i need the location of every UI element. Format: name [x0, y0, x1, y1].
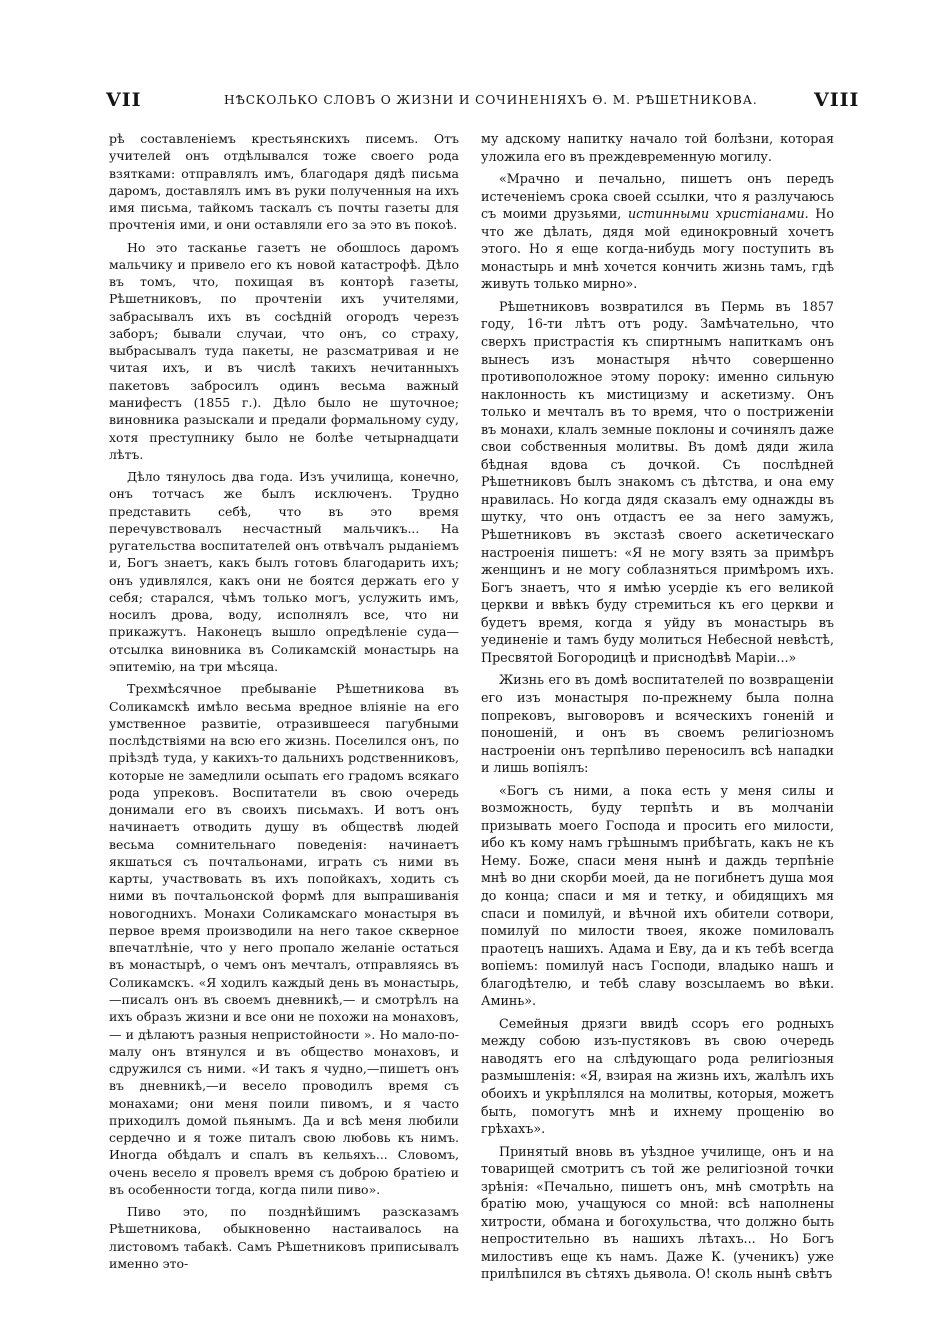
italic-emphasis: истинными христіанами. [627, 206, 809, 222]
running-header-title: НѢСКОЛЬКО СЛОВЪ О ЖИЗНИ И СОЧИНЕНІЯХЪ Ѳ. М. РѢШЕТНИКОВА. [224, 93, 758, 107]
quote-text: «Мрачно и печально, пишетъ онъ передъ истеченіемъ срока своей ссылки, что я разлучаюсь съ моими друзьями, [481, 171, 834, 222]
paragraph: Принятый вновь въ уѣздное училище, онъ и на товарищей смотритъ съ той же религіозной точки зрѣнія: «Печально, пишетъ онъ, мнѣ смотрѣть на братію мою, учащуюся со мной: всѣ наполнены хитрости, обмана и богохульства, что должно быть непростительно въ нашихъ лѣтахъ... Но Богъ милостивъ еще къ намъ. Даже К. (ученикъ) уже прилѣпился въ сѣтяхъ дьявола. О! сколь нынѣ свѣтъ [481, 1143, 834, 1282]
quote-paragraph: «Богъ съ ними, а пока есть у меня силы и возможность, буду терпѣть и въ молчаніи призывать моего Господа и просить его милости, ибо къ кому намъ грѣшнымъ прибѣгать, какъ не къ Нему. Боже, спаси меня нынѣ и даждь терпѣніе мнѣ во дни скорби моей, да не погибнетъ душа моя до конца; спаси и мя и тетку, и обидящихъ мя спаси и помилуй, и вѣчной ихъ обители сотвори, помилуй по милости твоея, якоже помиловалъ праотецъ нашихъ. Адама и Еву, да и къ тебѣ всегда вопіемъ: помилуй насъ Господи, владыко нашъ и благодѣтелю, и тебѣ славу возсылаемъ во вѣки. Аминь». [481, 782, 834, 1009]
left-text-column [109, 130, 459, 1300]
paragraph: Рѣшетниковъ возвратился въ Пермь въ 1857 году, 16-ти лѣтъ отъ роду. Замѣчательно, что сверхъ пристрастія къ спиртнымъ напиткамъ онъ вынесъ изъ монастыря нѣчто совершенно противоположное этому пороку: именно сильную наклонность къ мистицизму и аскетизму. Онъ только и мечталъ въ то время, что о постриженіи въ монахи, клалъ земные поклоны и сочинялъ даже свои собственныя молитвы. Въ домѣ дяди жила бѣдная вдова съ дочкой. Съ послѣдней Рѣшетниковъ былъ знакомъ съ дѣтства, и она ему нравилась. Но когда дядя сказалъ ему однажды въ шутку, что онъ отдастъ ее за него замужъ, Рѣшетниковъ въ экстазѣ своего аскетическаго настроенія пишетъ: «Я не могу взять за примѣръ женщинъ и не могу соблазняться примѣромъ ихъ. Богъ знаетъ, что я имѣю усердіе къ его великой церкви и ввѣкъ буду стремиться къ его церкви и будетъ время, когда я уйду въ монастырь въ уединеніе и тамъ буду молиться Небесной невѣстѣ, Пресвятой Богородицѣ и приснодѣвѣ Маріи...» [481, 298, 834, 665]
paragraph: Пиво это, по позднѣйшимъ разсказамъ Рѣшетникова, обыкновенно настаивалось на листовомъ табакѣ. Самъ Рѣшетниковъ приписывалъ именно это- [109, 1204, 459, 1271]
quote-text: Но что же дѣлать, дядя мой единокровный хочетъ этого. Но я еще когда-нибудь могу поступить въ монастырь и мнѣ хочется кончить жизнь тамъ, гдѣ живуть только мирно». [481, 206, 834, 292]
paragraph: му адскому напитку начало той болѣзни, которая уложила его въ преждевременную могилу. [481, 131, 834, 164]
paragraph: Но это тасканье газетъ не обошлось даромъ мальчику и привело его къ новой катастрофѣ. Дѣло въ томъ, что, похищая въ конторѣ газеты, Рѣшетниковъ, по прочтеніи ихъ учителями, забрасывалъ ихъ въ сосѣдній огородъ черезъ заборъ; бывали случаи, что онъ, со страху, выбрасывалъ туда пакеты, не разсматривая и не читая ихъ, и въ числѣ такихъ нечитанныхъ пакетовъ забросилъ одинъ весьма важный манифестъ (1855 г.). Дѣло было не шуточное; виновника разыскали и предали формальному суду, хотя преступнику было не болѣе четырнадцати лѣтъ. [109, 239, 459, 462]
right-text-column [481, 130, 834, 1300]
paragraph: Семейныя дрязги ввидѣ ссоръ его родныхъ между собою изъ-пустяковъ въ свою очередь наводятъ его на слѣдующаго рода религіозныя размышленія: «Я, взирая на жизнь ихъ, жалѣлъ ихъ обоихъ и укрѣплялся на молитвы, которыя, можетъ быть, помогутъ мнѣ и ихнему прощенію во грѣхахъ». [481, 1015, 834, 1137]
left-page-number: VII [106, 89, 142, 111]
paragraph: Трехмѣсячное пребываніе Рѣшетникова въ Соликамскѣ имѣло весьма вредное вліяніе на его умственное развитіе, отразившееся пагубными послѣдствіями на всю его жизнь. Поселился онъ, по пріѣздѣ туда, у какихъ-то дальнихъ родственниковъ, которые не замедлили осыпать его градомъ всякаго рода упрековъ. Воспитатели въ свою очередь донимали его въ своихъ письмахъ. И вотъ онъ начинаетъ отводить душу въ обществѣ людей весьма сомнительнаго поведенія: начинаетъ якшаться съ почтальонами, играть съ ними въ карты, участвовать въ ихъ попойкахъ, ходить съ ними въ почтальонской формѣ для выпрашиванія новогоднихъ. Монахи Соликамскаго монастыря въ первое время производили на него такое скверное впечатлѣніе, что у него пропало желаніе остаться въ монастырѣ, о чемъ онъ мечталъ, отправляясь въ Соликамскъ. «Я ходилъ каждый день въ монастырь,—писалъ онъ въ своемъ дневникѣ,— и смотрѣлъ на ихъ образъ жизни и все они не похожи на монаховъ,— и дѣлаютъ разныя непристойности ». Но мало-по-малу онъ втянулся и въ общество монаховъ, и сдружился съ ними. «И такъ я чудно,—пишетъ онъ въ дневникѣ,—и весело проводилъ время съ монахами; они меня поили пивомъ, и я часто приходилъ домой пьянымъ. Да и всѣ меня любили сердечно и я тоже питалъ свою любовь къ нимъ. Иногда обѣдалъ и спалъ въ кельяхъ... Словомъ, очень весело я провелъ время съ доброю братіею и въ особенности тогда, когда пили пиво». [109, 681, 459, 1197]
right-page-number: VIII [814, 89, 860, 111]
paragraph: Жизнь его въ домѣ воспитателей по возвращеніи его изъ монастыря по-прежнему была полна попрековъ, выговоровъ и всяческихъ гоненій и поношеній, и онъ въ своемъ религіозномъ настроеніи онъ терпѣливо переносилъ всѣ нападки и лишь вопіялъ: [481, 672, 834, 776]
paragraph: Дѣло тянулось два года. Изъ училища, конечно, онъ тотчасъ же былъ исключенъ. Трудно представить себѣ, что въ это время перечувствовалъ несчастный мальчикъ... На ругательства воспитателей онъ отвѣчалъ рыданіемъ и, Богъ знаетъ, какъ былъ готовъ благодарить ихъ; онъ удивлялся, какъ они не боятся держать его у себя; старался, чѣмъ только могъ, услужить имъ, носилъ дрова, воду, исполнялъ все, что ни прикажутъ. Наконецъ вышло опредѣленіе суда—отсылка виновника въ Соликамскій монастырь на эпитемію, на три мѣсяца. [109, 469, 459, 674]
quote-paragraph [481, 170, 834, 293]
paragraph: рѣ составленіемъ крестьянскихъ писемъ. Отъ учителей онъ отдѣлывался тоже своего рода взятками: отправлялъ имъ, благодаря дядѣ письма даромъ, доставлялъ имъ въ руки полученныя на ихъ имя письма, тайкомъ таскалъ съ почты газеты для прочтенія ими, и они оставляли его за это въ покоѣ. [109, 131, 459, 233]
